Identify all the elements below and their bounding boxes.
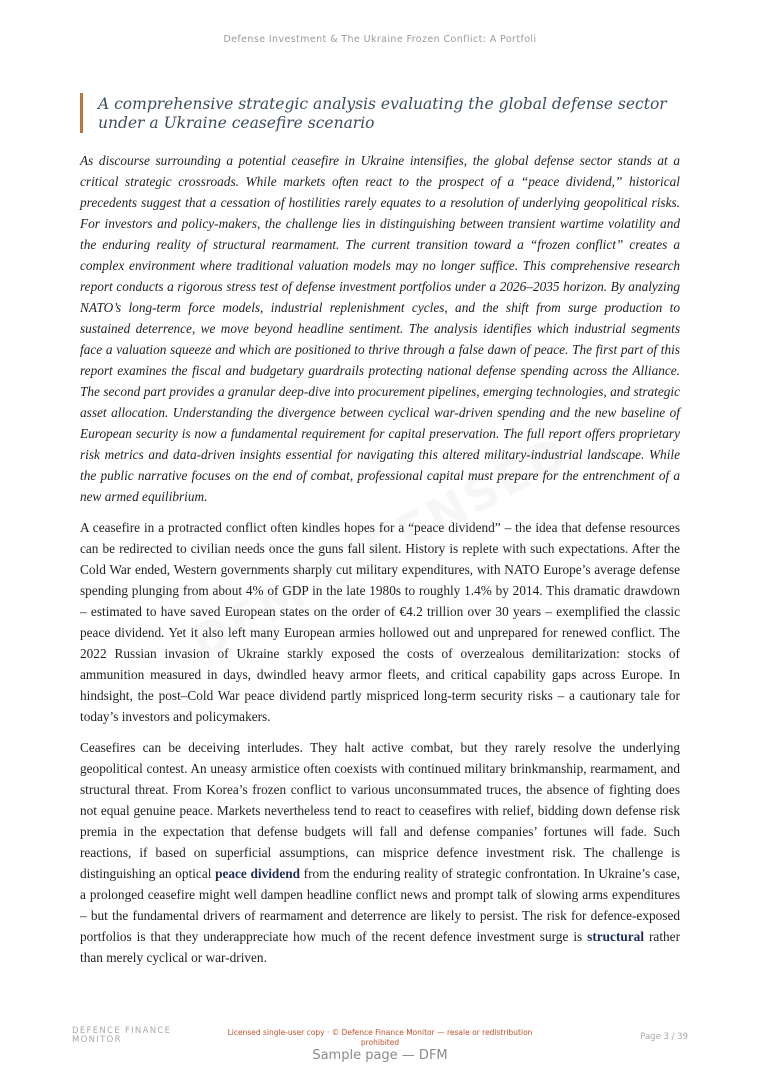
- page-number: Page 3 / 39: [640, 1032, 688, 1042]
- running-header: Defense Investment & The Ukraine Frozen Conflict: A Portfoli: [223, 34, 537, 45]
- para2-text-1: Ceasefires can be deceiving interludes. They halt active combat, but they rarely resolve the underlying geopolitical contest. An uneasy armistice often coexists with continued military brinkmanship, rearmament, and structural threat. From Korea’s frozen conflict to various unconsummated truces, the absence of fighting does not equal genuine peace. Markets nevertheless tend to react to ceasefires with relief, bidding down defense risk premia in the expectation that defense budgets will fall and defense companies’ fortunes will fade. Such reactions, if based on superficial assumptions, can misprice defence investment risk. The challenge is distinguishing an optical: [80, 740, 680, 881]
- main-content: [80, 150, 680, 978]
- body-paragraph-2: [80, 737, 680, 968]
- structural-emphasis: structural: [587, 929, 645, 944]
- sample-page-label: Sample page — DFM: [312, 1048, 448, 1063]
- para2-text-2: from the enduring reality of strategic confrontation. In Ukraine’s case, a prolonged ceasefire might well dampen headline conflict news and prompt talk of slowing arms expenditures – but the fundamental drivers of rearmament and deterrence are likely to persist. The risk for defence-exposed portfolios is that they underappreciate how much of the recent defence investment surge is: [80, 866, 680, 944]
- footer-brand-line-1: DEFENCE FINANCE: [72, 1026, 172, 1036]
- peace-dividend-emphasis: peace dividend: [215, 866, 301, 881]
- para2-text-3: rather than merely cyclical or war-driven.: [80, 929, 680, 965]
- abstract-paragraph: As discourse surrounding a potential ceasefire in Ukraine intensifies, the global defense sector stands at a critical strategic crossroads. While markets often react to the prospect of a “peace dividend,” historical precedents suggest that a cessation of hostilities rarely equates to a resolution of underlying geopolitical risks. For investors and policy-makers, the challenge lies in distinguishing between transient wartime volatility and the enduring reality of structural rearmament. The current transition toward a “frozen conflict” creates a complex environment where traditional valuation models may no longer suffice. This comprehensive research report conducts a rigorous stress test of defense investment portfolios under a 2026–2035 horizon. By analyzing NATO’s long-term force models, industrial replenishment cycles, and the shift from surge production to sustained deterrence, we move beyond headline sentiment. The analysis identifies which industrial segments face a valuation squeeze and which are positioned to thrive through a false dawn of peace. The first part of this report examines the fiscal and budgetary guardrails protecting national defense spending across the Alliance. The second part provides a granular deep-dive into procurement pipelines, emerging technologies, and strategic asset allocation. Understanding the divergence between cyclical war-driven spending and the new baseline of European security is now a fundamental requirement for capital preservation. The full report offers proprietary risk metrics and data-driven insights essential for navigating this altered military-industrial landscape. While the public narrative focuses on the end of combat, professional capital must prepare for the entrenchment of a new armed equilibrium.: [80, 153, 680, 504]
- footer-license-notice: Licensed single-user copy · © Defence Finance Monitor — resale or redistribution prohibited: [227, 1028, 533, 1047]
- subtitle: A comprehensive strategic analysis evaluating the global defense sector under a Ukraine ceasefire scenario: [98, 95, 667, 132]
- subtitle-callout: [80, 93, 670, 133]
- footer-brand-line-2: MONITOR: [72, 1035, 122, 1045]
- body-paragraph-1: A ceasefire in a protracted conflict often kindles hopes for a “peace dividend” – the idea that defense resources can be redirected to civilian needs once the guns fall silent. History is replete with such expectations. After the Cold War ended, Western governments sharply cut military expenditures, with NATO Europe’s average defense spending plunging from about 4% of GDP in the late 1980s to roughly 1.4% by 2014. This dramatic drawdown – estimated to have saved European states on the order of €4.2 trillion over 30 years – exemplified the classic peace dividend. Yet it also left many European armies hollowed out and unprepared for renewed conflict. The 2022 Russian invasion of Ukraine starkly exposed the costs of overzealous demilitarization: stocks of ammunition measured in days, dwindled heavy armor fleets, and critical capability gaps across Europe. In hindsight, the post–Cold War peace dividend partly mispriced long-term security risks – a cautionary tale for today’s investors and policymakers.: [80, 520, 680, 724]
- footer-brand: [72, 1027, 171, 1045]
